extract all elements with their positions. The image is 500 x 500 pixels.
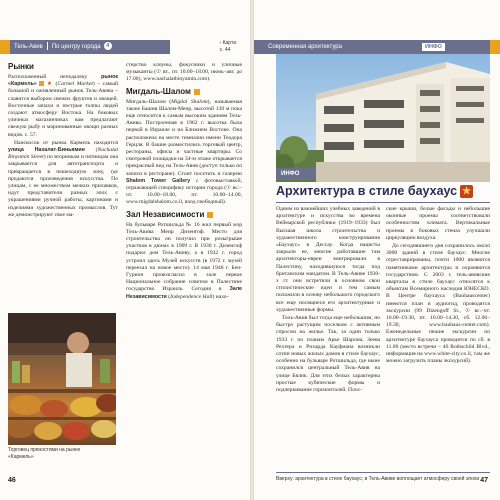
left-column-1: [8, 62, 118, 220]
map-reference: [220, 40, 236, 53]
markets-title: Рынки: [8, 62, 34, 71]
right-page-number: 47: [480, 477, 488, 484]
market-photo-caption: [8, 447, 118, 460]
bauhaus-paragraph-3: ские крыши, белые фасады и небольшие оконные проемы соответствовали особенностям климата. Вертикальные проемы в боковых стенах улучшали циркуляцию воздуха.: [386, 206, 490, 241]
header-subsection: По центру города: [51, 44, 101, 50]
italic-run: Nachalat Binyamin Street: [8, 147, 118, 161]
tower-heading: [126, 87, 242, 97]
bauhaus-paragraph-4: До сегодняшнего дня сохранилось около 3000 зданий в стиле баухаус. Многие отреставрированы, почти 1000 являются памятниками архитектуры и охраняются государством. С 2003 г. тель-авивские кварталы в стиле баухаус относятся к объектам Всемирного наследия ЮНЕСКО. В Центре баухауса (Bauhauscenter) имеются план и аудиогид, проводятся экскурсии (99 Dizengoff St., ☉ вс.–чт. 10.00–19.30, пт. 10.00–14.30, сб. 12.00–19.30, www.bauhaus-center.com). Еженедельные пешие экскурсии по архитектуре баухауса проводятся по сб. в 11.00 (место встречи – 46 Rothschild Blvd., информация на www.white-city.co.il, там же можно загрузить планы экскурсий).: [386, 243, 490, 365]
right-column-1: [276, 206, 380, 395]
caption-line-2: «Кармель»: [8, 453, 34, 460]
title-divider: [276, 202, 490, 203]
highlight-square-icon: [194, 89, 200, 95]
bold-run: Зале Независимости: [126, 286, 242, 300]
bauhaus-paragraph-1: Одним из важнейших учебных заведений в архитектуре и искусства во времена Веймарской республики (1919–1933) был Высшая школа строительства и художественного конструирования «Баухаус» в Дессау. Когда нацисты закрыли ее, многие работавшие там архитекторы-евреи эмигрировали в Палестину, находившуюся тогда под британским мандатом. В Тель-Авиве 1930-х гг. они встретили в основном свои стилистические идеи и тем самым положили в основу небольшого городского все еще носящиеся его архитектурные и художественные формы.: [276, 206, 380, 313]
text-run: Наискосок от рынка Кармель находится: [14, 139, 118, 146]
right-page: [254, 0, 500, 500]
italic-run: Independence Hall: [170, 293, 213, 300]
text-run: ) по вторникам и пятницам она закрывается для автотранспорта и превращается в пешеходную зону, где продаются произведения искусства. По улицам, с ее множеством мелких прилавков, идут представители разных эпох с украшениями ручной работы, картинами и изделиями художественных промыслов. Тут же демонстрируют свое ма-: [8, 154, 118, 218]
highlight-square-icon: [207, 212, 213, 218]
tower-paragraph: [126, 99, 242, 207]
text-run: Расположенный неподалеку: [8, 74, 102, 80]
text-run: ) – самый большой и оживленный рынок Тель-Авива – славится выбором свежих фруктов и овощей. Восточные запахи и пестрые толпы людей создают атмосферу Востока. На боковых уличных магазинчиках вам предлагают свежую рыбу и маринованные овощи разных видов. с. 57.: [8, 81, 118, 138]
map-ref-line2: с. 44: [219, 46, 231, 53]
article-title-row: [276, 184, 490, 199]
hall-heading: [126, 210, 242, 220]
bauhaus-building-photo: [276, 54, 490, 182]
italic-run: Migdal Shalom: [171, 98, 208, 105]
star-icon: ★: [460, 185, 473, 198]
left-page-header: [0, 40, 250, 54]
caption-divider: [276, 472, 490, 473]
article-title: Архитектура в стиле баухаус: [276, 184, 458, 198]
bold-run: рынок «Кармель»: [8, 74, 118, 88]
text-run: На бульваре Ротшильда № 16 жил первый мэр Тель-Авива Меир Дизенгоф. Место для строительства он получил при розыгрыше участков в дюнах в 1909 г. В 1930 г. Дизенгоф подарил дом Тель-Авиву, а в 1932 г. город устроил здесь Музей искусств (в 1972 г. музей переехал на новое место). 14 мая 1948 г. Бен-Гурион провозгласил в зале первое Национальное собрание советом в Палестине государство Израиль. Сегодня в: [126, 221, 242, 293]
header-color-tab: [490, 40, 500, 54]
building-photo-caption: Вверху: архитектура в стиле баухаус; в Тель-Авиве воплощает атмосферу своей эпохи: [276, 476, 480, 482]
info-chip: ИНФО: [422, 43, 445, 51]
bauhaus-paragraph-2: Тель-Авив был тогда еще небольшим, но быстро растущим поселком с активным спросом на жилье. Так, за один только 1933 г. по планам Арье Шарона, Зеева Рехтера и Рихарда Кауфмана возникли сотни новых жилых домов в стиле баухаус, особенно на бульваре Ротшильда, где ныне сохранился центральный Тель-Авив на улице Бялик. Для этих белых характерны простые кубические формы и подчеркивание горизонталей. Плос-: [276, 315, 380, 394]
star-icon: ★: [45, 81, 54, 88]
info-label: ИНФО: [276, 168, 316, 180]
spice-market-illustration: [8, 313, 116, 445]
bold-run: Shalom Tower Gallery: [126, 177, 191, 184]
left-column-2: [126, 62, 242, 302]
markets-paragraph-2: [8, 140, 118, 219]
spice-market-photo: [8, 313, 116, 445]
tower-title: Мигдаль-Шалом: [126, 86, 191, 96]
right-page-header: [254, 40, 500, 54]
hall-paragraph: [126, 222, 242, 301]
right-column-2: [386, 206, 490, 366]
section-number-badge: 4: [104, 42, 112, 50]
text-run: (: [166, 293, 171, 300]
highlight-square-icon: [39, 81, 44, 86]
hall-title: Зал Независимости: [126, 209, 205, 219]
left-page-number: 46: [8, 477, 16, 484]
text-run: (: [84, 147, 98, 154]
text-run: с фотовыставкой, отражающей специфику истории города (☉ вс.–чт. 10.00–18.00, пт. 10.00–14.00, www.migdalshalom.co.il, вход свободный).: [126, 177, 242, 206]
text-run: Мигдаль-Шалом (: [126, 98, 172, 105]
header-section: Современная архитектура: [268, 44, 342, 50]
header-separator: [47, 42, 48, 50]
street-paragraph-continued: стерство клоуны, фокусники и уличные музыканты (☉ вт., пт. 10.00–18.00, июнь–авг. до 17.00), www.nachalatbinyamin.com).: [126, 62, 242, 83]
text-run: ), называемая также Башня Шалом-Меир, высотой 130 м пока еще относится к самым высоким зданиям Тель-Авива. Построенная в 1962 г. высотка была первой в Израиле и на Ближнем Востоке. Она расположена на месте гимназии имени Теодора Герцля. В башне разместились торговый центр, рестораны, офисы и частные квартиры. Со смотровой площадки на 34-м этаже открывается прекрасный вид на Тель-Авив (доступ только по записи в ресторане). Стоит посетить и галерею: [126, 98, 242, 177]
markets-heading: [8, 62, 118, 72]
text-run: (: [53, 81, 58, 88]
header-section: Тель-Авив: [14, 44, 43, 50]
bold-run: улица Нахалат-Биньямин: [8, 147, 85, 154]
bauhaus-building-illustration: [276, 54, 490, 182]
markets-paragraph-1: [8, 74, 118, 139]
caption-line-1: Торговец пряностями на рынке: [8, 447, 81, 453]
header-color-tab: [0, 40, 10, 54]
header-band: [254, 40, 490, 54]
map-ref-line1: › Карта: [219, 40, 236, 46]
italic-run: Carmel Market: [57, 81, 93, 88]
header-band: [10, 40, 170, 54]
text-run: ) нахо-: [212, 293, 229, 300]
